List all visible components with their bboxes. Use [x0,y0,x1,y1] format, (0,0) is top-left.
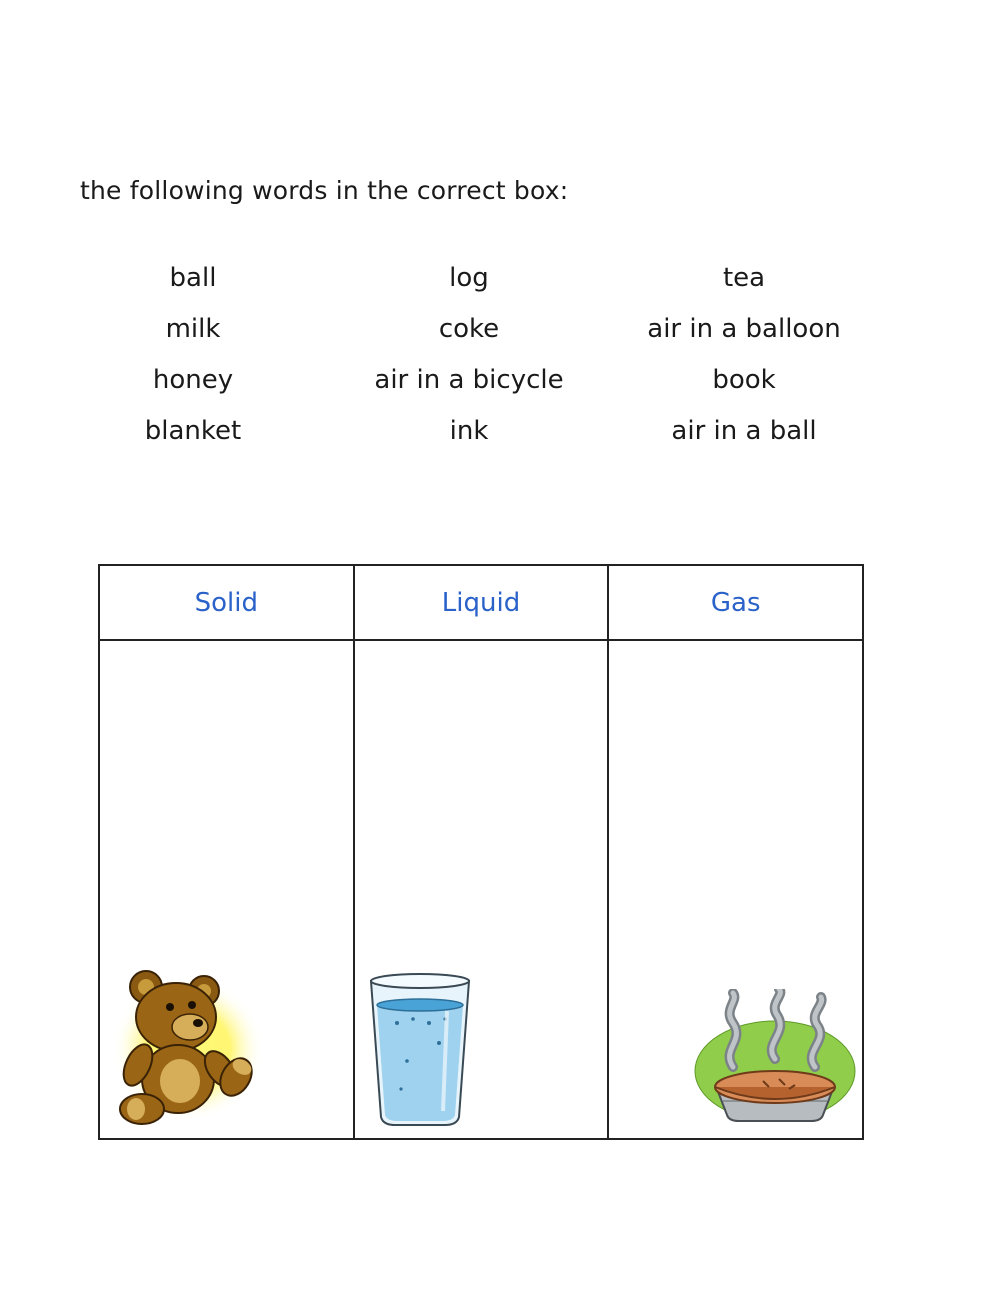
word-item[interactable]: air in a ball [671,416,817,446]
header-solid: Solid [194,587,259,618]
word-item[interactable]: blanket [144,416,242,446]
instruction-text: the following words in the correct box: [80,176,569,205]
word-item[interactable]: milk [165,314,221,344]
teddy-bear-icon [108,961,263,1126]
word-item[interactable]: tea [722,263,766,293]
word-item[interactable]: ball [169,263,217,293]
word-item[interactable]: log [449,263,489,293]
header-gas: Gas [607,566,862,639]
word-item[interactable]: coke [438,314,500,344]
word-item[interactable]: honey [152,365,234,395]
drop-zone-liquid[interactable] [353,641,608,1138]
table-body-row [100,641,862,1138]
header-liquid: Liquid [353,566,608,639]
word-item[interactable]: ink [449,416,489,446]
word-item[interactable]: air in a balloon [647,314,841,344]
word-item[interactable]: book [712,365,776,395]
word-bank [0,258,1000,468]
drop-zone-solid[interactable] [100,641,353,1138]
steaming-pie-icon [693,989,863,1134]
drop-zone-gas[interactable] [607,641,862,1138]
table-header-row [100,566,862,641]
sorting-table [98,564,864,1140]
water-glass-icon [367,971,473,1129]
word-item[interactable]: air in a bicycle [374,365,564,395]
